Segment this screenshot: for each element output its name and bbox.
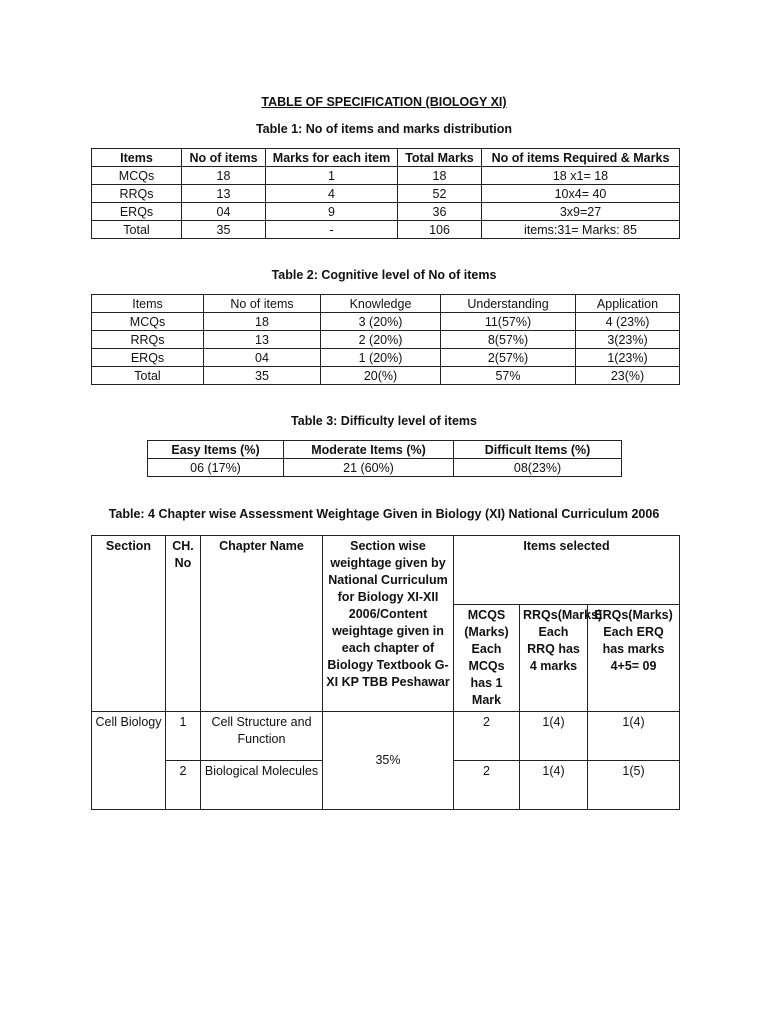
table-row	[92, 712, 680, 761]
table-cell: 06 (17%)	[148, 459, 284, 477]
table-cell: MCQs	[92, 167, 182, 185]
table-cell: 35	[204, 367, 321, 385]
table-cell: 57%	[441, 367, 576, 385]
table-cell: 1(4)	[520, 712, 588, 761]
table-cell: 18	[204, 313, 321, 331]
table-cell: 08(23%)	[454, 459, 622, 477]
table4-header-section: Section	[92, 536, 166, 712]
table-cell: 4 (23%)	[576, 313, 680, 331]
table4-header-rrqs: RRQs(Marks) Each RRQ has 4 marks	[520, 605, 588, 712]
table4-header-items-selected: Items selected	[454, 536, 680, 605]
table-cell: 13	[182, 185, 266, 203]
table1-header: Marks for each item	[266, 149, 398, 167]
table-cell: 23(%)	[576, 367, 680, 385]
table-cell: RRQs	[92, 185, 182, 203]
table-cell: Cell Structure and Function	[201, 712, 323, 761]
table-cell: 3(23%)	[576, 331, 680, 349]
table-cell: 8(57%)	[441, 331, 576, 349]
table1-header: No of items Required & Marks	[482, 149, 680, 167]
table-cell: 20(%)	[321, 367, 441, 385]
table1-header: Total Marks	[398, 149, 482, 167]
table4-header-ch-no: CH. No	[166, 536, 201, 712]
table-cell: 04	[204, 349, 321, 367]
table2	[91, 294, 680, 385]
table-cell: 1(4)	[588, 712, 680, 761]
table-cell: -	[266, 221, 398, 239]
table-cell: 4	[266, 185, 398, 203]
page-title: TABLE OF SPECIFICATION (BIOLOGY XI)	[261, 95, 507, 109]
table-cell: 1 (20%)	[321, 349, 441, 367]
table4-header-erqs: ERQs(Marks) Each ERQ has marks 4+5= 09	[588, 605, 680, 712]
table-cell: 1(23%)	[576, 349, 680, 367]
table4-header-weightage: Section wise weightage given by National Curriculum for Biology XI-XII 2006/Content weightage given in each chapter of Biology Textbook G-XI KP TBB Peshawar	[323, 536, 454, 712]
table-row	[92, 367, 680, 385]
table4-header-row	[92, 536, 680, 605]
table2-caption: Table 2: Cognitive level of No of items	[271, 268, 497, 282]
table-row	[148, 459, 622, 477]
table-cell: ERQs	[92, 203, 182, 221]
table3	[147, 440, 622, 477]
table-row	[92, 221, 680, 239]
table2-header: Knowledge	[321, 295, 441, 313]
table-cell: 10x4= 40	[482, 185, 680, 203]
table4-weightage-value: 35%	[323, 712, 454, 810]
table4	[91, 535, 680, 810]
table2-header: Application	[576, 295, 680, 313]
table3-caption: Table 3: Difficulty level of items	[291, 414, 477, 428]
table3-header-row	[148, 441, 622, 459]
table-cell: Biological Molecules	[201, 761, 323, 810]
table-cell: 9	[266, 203, 398, 221]
table-cell: 3x9=27	[482, 203, 680, 221]
table1-header-row	[92, 149, 680, 167]
table2-header: Items	[92, 295, 204, 313]
table-cell: 2	[166, 761, 201, 810]
table4-caption: Table: 4 Chapter wise Assessment Weightage Given in Biology (XI) National Curriculum 2006	[108, 507, 660, 521]
table-cell: 13	[204, 331, 321, 349]
table-cell: 36	[398, 203, 482, 221]
table-cell: 04	[182, 203, 266, 221]
table4-section-name: Cell Biology	[92, 712, 166, 810]
table3-header: Difficult Items (%)	[454, 441, 622, 459]
table2-header: Understanding	[441, 295, 576, 313]
table1-header: Items	[92, 149, 182, 167]
table-cell: ERQs	[92, 349, 204, 367]
table-row	[92, 203, 680, 221]
table-cell: RRQs	[92, 331, 204, 349]
table-cell: 2	[454, 761, 520, 810]
table-cell: items:31= Marks: 85	[482, 221, 680, 239]
table-cell: 18	[182, 167, 266, 185]
table-row	[92, 167, 680, 185]
table1-caption: Table 1: No of items and marks distribution	[255, 122, 513, 136]
table3-header: Moderate Items (%)	[284, 441, 454, 459]
table-cell: Total	[92, 221, 182, 239]
table-cell: 1(5)	[588, 761, 680, 810]
table-cell: 1	[266, 167, 398, 185]
table4-header-chapter-name: Chapter Name	[201, 536, 323, 712]
table-row	[92, 349, 680, 367]
table-row	[92, 185, 680, 203]
table4-header-mcqs: MCQS (Marks) Each MCQs has 1 Mark	[454, 605, 520, 712]
table3-header: Easy Items (%)	[148, 441, 284, 459]
table-row	[92, 313, 680, 331]
table-cell: 35	[182, 221, 266, 239]
table-cell: Total	[92, 367, 204, 385]
table-cell: 2 (20%)	[321, 331, 441, 349]
table-cell: 1	[166, 712, 201, 761]
table-cell: 18 x1= 18	[482, 167, 680, 185]
table-cell: 18	[398, 167, 482, 185]
table1	[91, 148, 680, 239]
table2-header: No of items	[204, 295, 321, 313]
table-cell: 2(57%)	[441, 349, 576, 367]
table-cell: 11(57%)	[441, 313, 576, 331]
table-cell: 3 (20%)	[321, 313, 441, 331]
table1-header: No of items	[182, 149, 266, 167]
table-cell: MCQs	[92, 313, 204, 331]
table2-header-row	[92, 295, 680, 313]
table-cell: 1(4)	[520, 761, 588, 810]
table-cell: 52	[398, 185, 482, 203]
table-cell: 2	[454, 712, 520, 761]
table-cell: 21 (60%)	[284, 459, 454, 477]
table-row	[92, 331, 680, 349]
table-cell: 106	[398, 221, 482, 239]
